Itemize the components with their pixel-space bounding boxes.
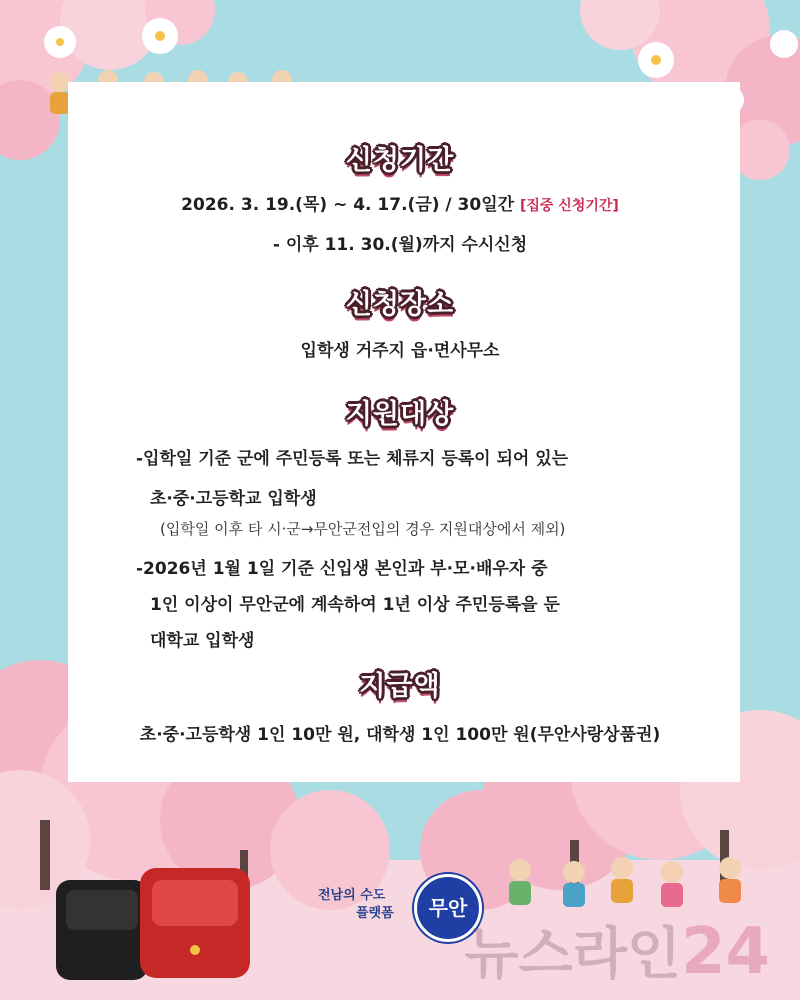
application-period-dates: 2026. 3. 19.(목) ~ 4. 17.(금) / 30일간 — [181, 195, 515, 215]
eligibility-line-5: 대학교 입학생 — [150, 631, 255, 651]
newsline24-watermark — [465, 910, 770, 990]
logo-slogan-line2: 플랫폼 — [356, 906, 394, 921]
muan-county-logo: 무안 — [414, 874, 482, 942]
eligibility-line-1: -입학일 기준 군에 주민등록 또는 체류지 등록이 되어 있는 — [136, 449, 569, 469]
intensive-period-tag: [집중 신청기간] — [519, 198, 619, 214]
application-period-line — [0, 190, 800, 215]
eligibility-line-4: 1인 이상이 무안군에 계속하여 1년 이상 주민등록을 둔 — [150, 595, 560, 615]
heading-application-place: 신청장소 — [345, 289, 455, 320]
eligibility-line-2: 초·중·고등학교 입학생 — [150, 489, 317, 509]
eligibility-line-3: -2026년 1월 1일 기준 신입생 본인과 부·모·배우자 중 — [136, 559, 548, 579]
heading-eligibility: 지원대상 — [345, 399, 455, 430]
watermark-number: 24 — [680, 915, 770, 989]
eligibility-exclusion-note: (입학일 이후 타 시·군→무안군전입의 경우 지원대상에서 제외) — [160, 520, 566, 538]
heading-payment-amount: 지급액 — [359, 671, 441, 702]
application-place-text: 입학생 거주지 읍·면사무소 — [300, 341, 500, 361]
watermark-text: 뉴스라인 — [464, 922, 681, 987]
school-backpacks — [56, 868, 250, 980]
heading-application-period: 신청기간 — [345, 145, 455, 176]
application-period-followup: - 이후 11. 30.(월)까지 수시신청 — [272, 235, 528, 255]
payment-amount-text: 초·중·고등학생 1인 10만 원, 대학생 1인 100만 원(무안사랑상품권) — [139, 725, 661, 745]
logo-slogan-line1: 전남의 수도 — [318, 888, 386, 903]
